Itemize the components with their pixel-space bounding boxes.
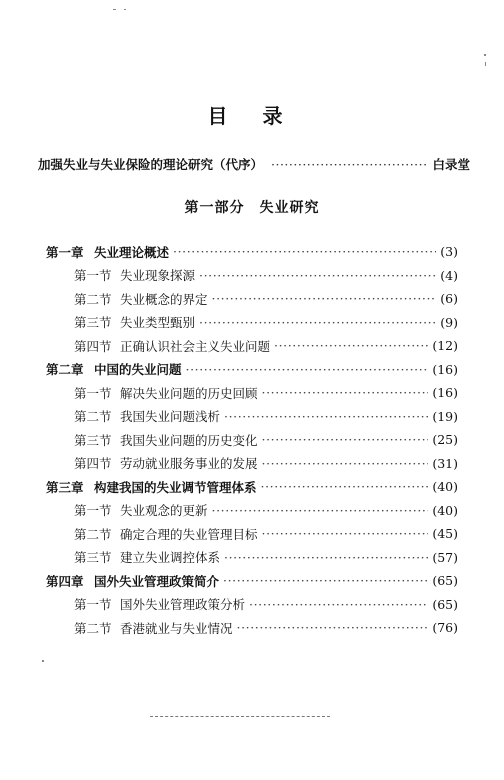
page-number: (6) [440, 291, 458, 307]
chapter-title: 国外失业管理政策简介 [94, 573, 220, 589]
page-number: (65) [432, 573, 458, 589]
leader-dots [186, 362, 429, 377]
part-title: 第一部分 失业研究 [184, 200, 320, 216]
section-number: 第一节 [74, 503, 112, 519]
section-number: 第四节 [74, 338, 112, 354]
preface-entry [38, 155, 470, 173]
page-number: (25) [432, 432, 458, 448]
leader-dots [274, 338, 428, 353]
chapter-entry [46, 569, 458, 593]
page-number: (65) [432, 596, 458, 612]
preface-author: 白录堂 [432, 157, 470, 172]
preface-title: 加强失业与失业保险的理论研究（代序） [38, 157, 264, 172]
page-number: (31) [432, 455, 458, 471]
section-number: 第三节 [74, 432, 112, 448]
page-title: 目 录 [207, 104, 297, 128]
section-entry [46, 522, 458, 546]
page-number: (3) [440, 244, 458, 260]
section-title: 失业观念的更新 [120, 503, 208, 519]
page-number: (45) [432, 526, 458, 542]
scan-speck [42, 660, 44, 662]
page-number: (76) [432, 620, 458, 636]
section-number: 第二节 [74, 409, 112, 425]
section-title: 失业概念的界定 [120, 291, 208, 307]
section-title: 香港就业与失业情况 [120, 620, 233, 636]
section-number: 第一节 [74, 268, 112, 284]
scan-speck [484, 54, 486, 56]
section-title: 我国失业问题浅析 [120, 409, 221, 425]
section-number: 第二节 [74, 526, 112, 542]
leader-dots [237, 620, 429, 635]
bottom-scan-line [150, 716, 330, 717]
chapter-entry [46, 475, 458, 499]
section-entry [46, 311, 458, 335]
page-number: (4) [440, 267, 458, 283]
section-number: 第一节 [74, 385, 112, 401]
chapter-entry [46, 240, 458, 264]
section-entry [46, 428, 458, 452]
chapter-entry [46, 358, 458, 382]
leader-dots [262, 456, 429, 471]
section-entry [46, 593, 458, 617]
page-number: (40) [432, 479, 458, 495]
leader-dots [212, 503, 429, 518]
scan-speck [485, 62, 486, 66]
section-title: 失业类型甄别 [120, 315, 196, 331]
section-title: 劳动就业服务事业的发展 [120, 456, 258, 472]
section-entry [46, 381, 458, 405]
chapter-title: 失业理论概述 [94, 244, 170, 260]
page-number: (16) [432, 385, 458, 401]
leader-dots [199, 315, 436, 330]
chapter-number: 第四章 [46, 573, 84, 589]
leader-dots [271, 157, 426, 172]
section-entry [46, 287, 458, 311]
chapter-number: 第二章 [46, 362, 84, 378]
page-number: (12) [432, 338, 458, 354]
section-number: 第二节 [74, 620, 112, 636]
section-number: 第一节 [74, 597, 112, 613]
section-number: 第三节 [74, 315, 112, 331]
section-entry [46, 264, 458, 288]
chapter-number: 第一章 [46, 244, 84, 260]
section-title: 国外失业管理政策分析 [120, 597, 246, 613]
page-number: (9) [440, 314, 458, 330]
section-entry [46, 616, 458, 640]
leader-dots [249, 597, 428, 612]
section-entry [46, 499, 458, 523]
leader-dots [261, 479, 429, 494]
section-entry [46, 334, 458, 358]
leader-dots [262, 432, 429, 447]
section-title: 正确认识社会主义失业问题 [120, 338, 271, 354]
scan-speck [124, 9, 126, 10]
section-title: 我国失业问题的历史变化 [120, 432, 258, 448]
section-number: 第三节 [74, 550, 112, 566]
leader-dots [262, 385, 429, 400]
section-number: 第四节 [74, 456, 112, 472]
leader-dots [212, 291, 437, 306]
section-title: 失业现象探源 [120, 268, 196, 284]
chapter-title: 构建我国的失业调节管理体系 [94, 479, 257, 495]
leader-dots [224, 550, 428, 565]
page-number: (40) [432, 502, 458, 518]
page-number: (57) [432, 549, 458, 565]
table-of-contents [46, 240, 458, 640]
section-title: 建立失业调控体系 [120, 550, 221, 566]
section-entry [46, 546, 458, 570]
page-number: (16) [432, 361, 458, 377]
chapter-title: 中国的失业问题 [94, 362, 182, 378]
leader-dots [262, 526, 429, 541]
section-entry [46, 405, 458, 429]
leader-dots [173, 244, 436, 259]
scan-speck [113, 9, 116, 10]
section-number: 第二节 [74, 291, 112, 307]
leader-dots [223, 573, 428, 588]
chapter-number: 第三章 [46, 479, 84, 495]
section-title: 解决失业问题的历史回顾 [120, 385, 258, 401]
leader-dots [199, 268, 436, 283]
leader-dots [224, 409, 428, 424]
section-title: 确定合理的失业管理目标 [120, 526, 258, 542]
page-number: (19) [432, 408, 458, 424]
section-entry [46, 452, 458, 476]
